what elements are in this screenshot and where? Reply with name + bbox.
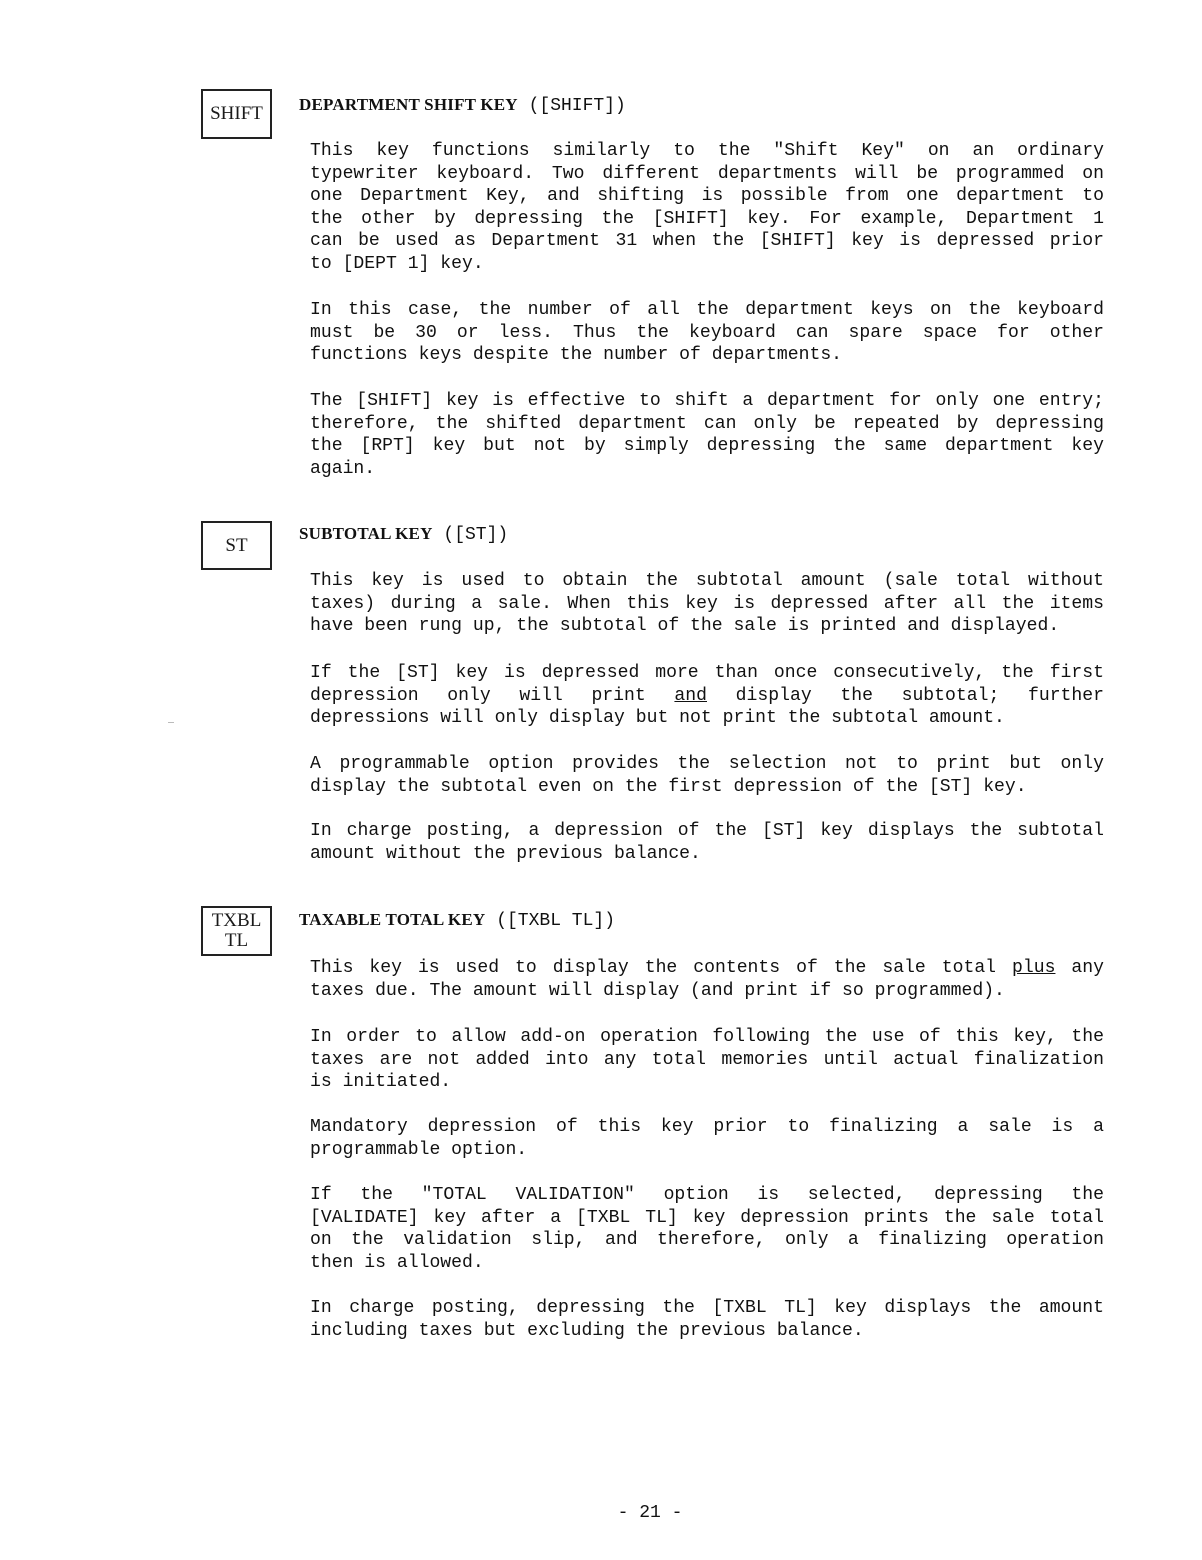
text-line: then is allowed. — [310, 1252, 484, 1273]
heading-title: SUBTOTAL KEY — [299, 524, 433, 543]
text-line: If the [ST] key is depressed more than once consecutively, the first — [310, 663, 1104, 683]
text-line: This key functions similarly to the "Shift Key" on an ordinary — [310, 141, 1104, 161]
paragraph — [310, 1026, 1104, 1094]
text-line: programmable option. — [310, 1139, 528, 1160]
text-line: can be used as Department 31 when the [SHIFT] key is depressed prior — [310, 231, 1104, 252]
emphasis-underline: plus — [1012, 958, 1056, 978]
paragraph — [310, 662, 1104, 730]
paragraph — [310, 957, 1104, 1002]
text-line: taxes are not added into any total memories until actual finalization — [310, 1049, 1104, 1070]
section-heading-subtotal — [299, 523, 508, 546]
text-line: taxes due. The amount will display (and print if so programmed). — [310, 980, 1005, 1001]
scan-speck — [168, 722, 174, 723]
text-line: to [DEPT 1] key. — [310, 253, 484, 274]
text-line: display the subtotal even on the first depression of the [ST] key. — [310, 776, 1027, 797]
text-line: is initiated. — [310, 1072, 452, 1093]
text-line: The [SHIFT] key is effective to shift a department for only one entry; — [310, 391, 1104, 411]
text-line: functions keys despite the number of departments. — [310, 345, 843, 366]
shift-key-icon — [201, 89, 272, 139]
text-line: again. — [310, 458, 376, 479]
paragraph — [310, 1184, 1104, 1274]
text-line: In this case, the number of all the department keys on the keyboard — [310, 300, 1104, 320]
paragraph — [310, 140, 1104, 276]
paragraph — [310, 753, 1104, 798]
text-line: on the validation slip, and therefore, only a finalizing operation — [310, 1230, 1104, 1251]
text-line: Mandatory depression of this key prior to finalizing a sale is a — [310, 1117, 1104, 1137]
page-number: - 21 - — [617, 1503, 683, 1523]
key-label: TXBL — [211, 910, 262, 931]
text-line: In charge posting, a depression of the [ST] key displays the subtotal — [310, 821, 1104, 841]
text-line: In charge posting, depressing the [TXBL TL] key displays the amount — [310, 1298, 1104, 1318]
heading-title: TAXABLE TOTAL KEY — [299, 910, 486, 929]
text-line: have been rung up, the subtotal of the sale is printed and displayed. — [310, 616, 1060, 637]
text-line: therefore, the shifted department can only be repeated by depressing — [310, 413, 1104, 434]
key-label: SHIFT — [210, 103, 263, 124]
section-heading-shift — [299, 94, 626, 117]
text-line: depression only will print and display the subtotal; further — [310, 685, 1104, 706]
text-line: amount without the previous balance. — [310, 843, 701, 864]
paragraph — [310, 299, 1104, 367]
text-line: typewriter keyboard. Two different departments will be programmed on — [310, 163, 1104, 184]
text-line: This key is used to obtain the subtotal amount (sale total without — [310, 571, 1104, 591]
text-line: If the "TOTAL VALIDATION" option is selected, depressing the — [310, 1185, 1104, 1205]
paragraph — [310, 820, 1104, 865]
text-line: one Department Key, and shifting is possible from one department to — [310, 186, 1104, 207]
txbl-tl-key-icon — [201, 906, 272, 956]
key-label: ST — [225, 534, 248, 556]
text-line: the [RPT] key but not by simply depressing the same department key — [310, 436, 1104, 457]
paragraph — [310, 570, 1104, 638]
text-line: In order to allow add-on operation following the use of this key, the — [310, 1027, 1104, 1047]
key-label: TL — [224, 930, 249, 951]
text-line: A programmable option provides the selection not to print but only — [310, 754, 1104, 774]
text-line: must be 30 or less. Thus the keyboard can spare space for other — [310, 322, 1104, 343]
paragraph — [310, 1116, 1104, 1161]
text-line: This key is used to display the contents of the sale total plus any — [310, 958, 1105, 978]
heading-key: ([TXBL TL]) — [496, 911, 616, 931]
section-heading-taxable-total — [299, 909, 615, 932]
text-line: the other by depressing the [SHIFT] key. For example, Department 1 — [310, 208, 1104, 229]
text-line: [VALIDATE] key after a [TXBL TL] key depression prints the sale total — [310, 1207, 1104, 1228]
paragraph — [310, 1297, 1104, 1342]
heading-key: ([SHIFT]) — [528, 96, 626, 116]
text-line: including taxes but excluding the previous balance. — [310, 1320, 864, 1341]
st-key-icon — [201, 521, 272, 570]
emphasis-underline: and — [674, 685, 707, 706]
heading-key: ([ST]) — [443, 525, 509, 545]
heading-title: DEPARTMENT SHIFT KEY — [299, 95, 518, 114]
paragraph — [310, 390, 1104, 480]
text-line: depressions will only display but not print the subtotal amount. — [310, 708, 1005, 729]
text-line: taxes) during a sale. When this key is depressed after all the items — [310, 593, 1104, 614]
